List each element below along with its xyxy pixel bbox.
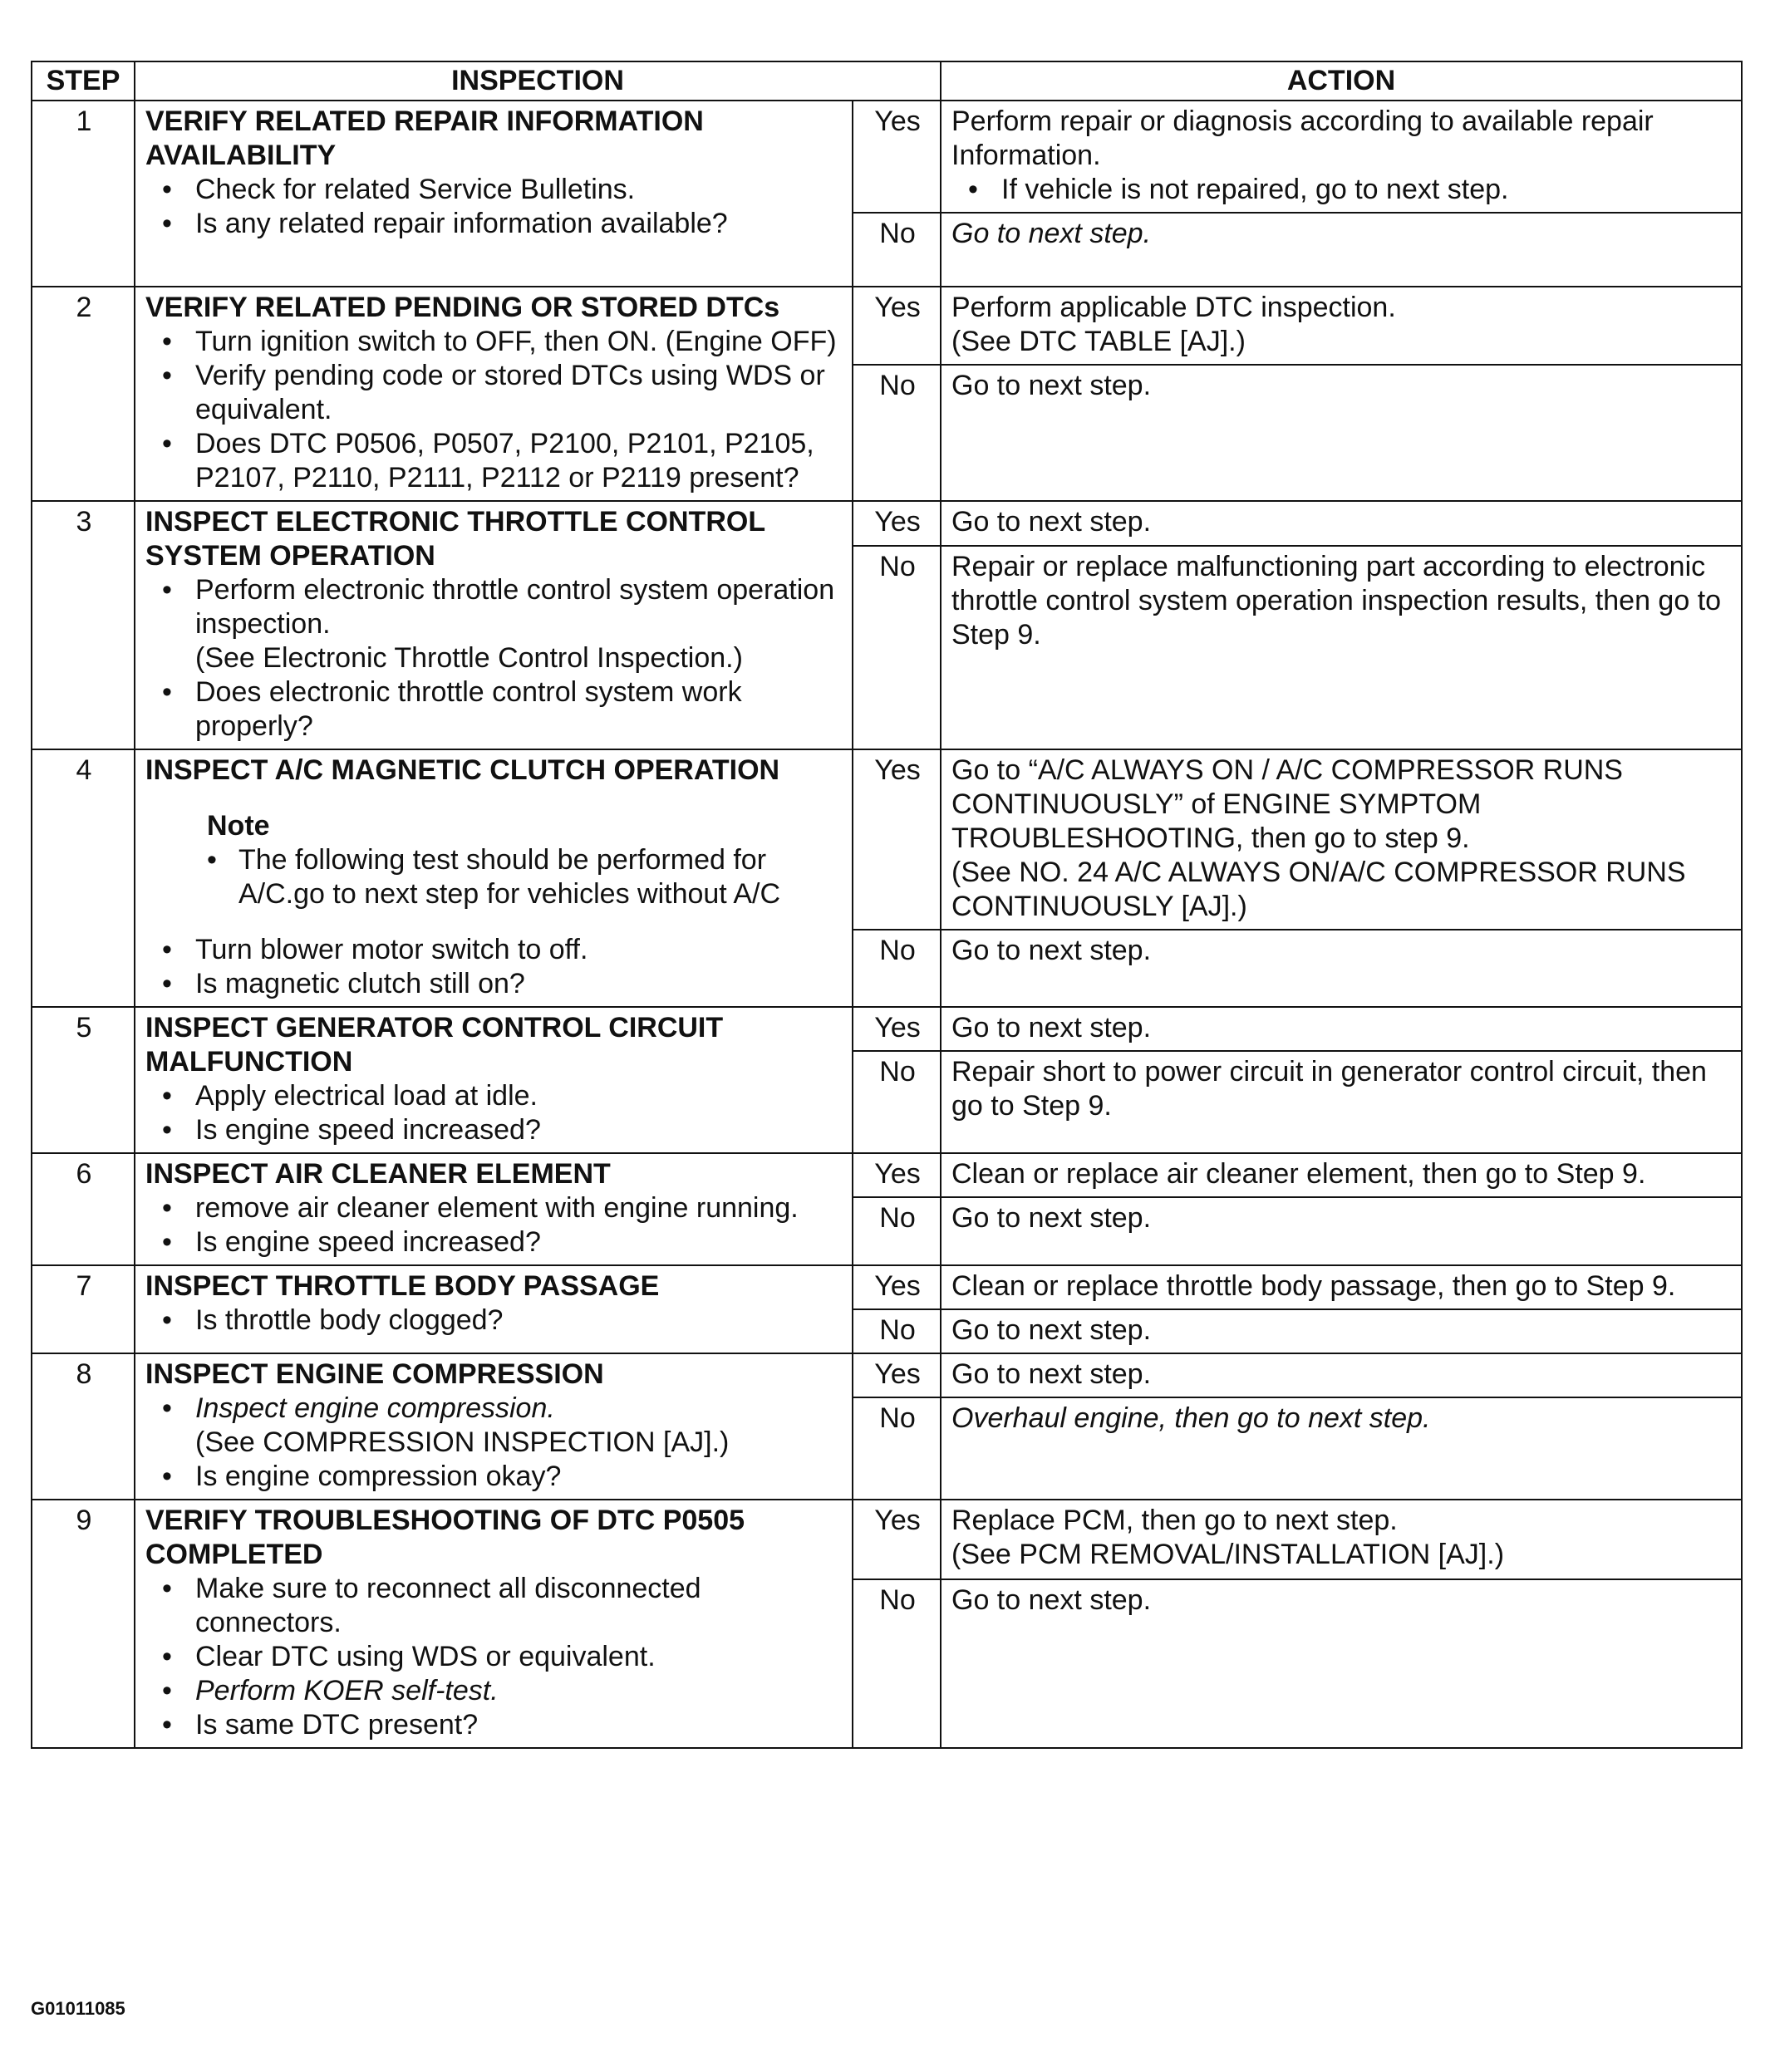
inspection-title: INSPECT GENERATOR CONTROL CIRCUIT MALFUNCTION <box>145 1012 724 1078</box>
note-bullets <box>207 843 843 911</box>
inspection-bullets <box>145 1572 843 1742</box>
list-item: • Make sure to reconnect all disconnected connectors. <box>145 1572 843 1640</box>
step-number: 6 <box>32 1153 135 1265</box>
list-item: • Is engine speed increased? <box>145 1225 843 1259</box>
step-number: 1 <box>32 101 135 287</box>
bullet-text: Inspect engine compression. <box>195 1392 555 1424</box>
step-number: 4 <box>32 749 135 1007</box>
inspection-cell <box>135 101 853 287</box>
inspection-cell <box>135 1265 853 1353</box>
table-row <box>32 1153 1742 1197</box>
table-row <box>32 501 1742 546</box>
action-text: Go to next step. <box>951 218 1152 249</box>
bullet-reference: (See Electronic Throttle Control Inspection.) <box>195 642 743 674</box>
table-row <box>32 1353 1742 1397</box>
inspection-bullets <box>145 1304 843 1338</box>
list-item: • Is any related repair information available? <box>145 207 843 241</box>
inspection-cell <box>135 1007 853 1153</box>
list-item: • Apply electrical load at idle. <box>145 1079 843 1113</box>
yes-label: Yes <box>853 1153 941 1197</box>
no-label: No <box>853 1309 941 1353</box>
yes-label: Yes <box>853 1500 941 1579</box>
list-item: • Is same DTC present? <box>145 1708 843 1742</box>
inspection-cell <box>135 501 853 749</box>
no-action: Go to next step. <box>941 365 1742 501</box>
inspection-bullets <box>145 1392 843 1494</box>
no-label: No <box>853 1051 941 1153</box>
step-number: 7 <box>32 1265 135 1353</box>
yes-action: Clean or replace air cleaner element, then go to Step 9. <box>941 1153 1742 1197</box>
no-action: Repair short to power circuit in generator control circuit, then go to Step 9. <box>941 1051 1742 1153</box>
inspection-bullets <box>145 1191 843 1259</box>
no-action <box>941 1397 1742 1500</box>
yes-label: Yes <box>853 749 941 930</box>
step-number: 9 <box>32 1500 135 1748</box>
table-row <box>32 1007 1742 1051</box>
inspection-title: INSPECT AIR CLEANER ELEMENT <box>145 1158 611 1190</box>
no-label: No <box>853 1397 941 1500</box>
no-label: No <box>853 365 941 501</box>
step-number: 8 <box>32 1353 135 1500</box>
yes-label: Yes <box>853 101 941 213</box>
yes-label: Yes <box>853 1007 941 1051</box>
note-box <box>145 788 843 933</box>
action-bullet: • If vehicle is not repaired, go to next step. <box>951 173 1733 207</box>
yes-action <box>941 101 1742 213</box>
header-inspection: INSPECTION <box>135 61 941 101</box>
table-row <box>32 1500 1742 1579</box>
inspection-cell <box>135 1353 853 1500</box>
no-label: No <box>853 1197 941 1265</box>
no-label: No <box>853 930 941 1007</box>
list-item: • remove air cleaner element with engine running. <box>145 1191 843 1225</box>
no-action: Go to next step. <box>941 1197 1742 1265</box>
inspection-bullets <box>145 933 843 1001</box>
list-item: • Is engine compression okay? <box>145 1460 843 1494</box>
action-reference: (See NO. 24 A/C ALWAYS ON/A/C COMPRESSOR RUNS CONTINUOUSLY [AJ].) <box>951 857 1686 922</box>
inspection-cell <box>135 287 853 501</box>
action-text: Perform repair or diagnosis according to available repair Information. <box>951 106 1654 171</box>
inspection-cell <box>135 1153 853 1265</box>
no-label: No <box>853 546 941 749</box>
document-id: G01011085 <box>31 1998 125 2019</box>
list-item: • The following test should be performed for A/C.go to next step for vehicles without A/C <box>207 843 843 911</box>
inspection-title: INSPECT ENGINE COMPRESSION <box>145 1358 604 1390</box>
no-label: No <box>853 1579 941 1748</box>
no-action: Go to next step. <box>941 930 1742 1007</box>
inspection-title: VERIFY TROUBLESHOOTING OF DTC P0505 COMPLETED <box>145 1505 745 1570</box>
inspection-bullets <box>145 573 843 744</box>
yes-action <box>941 287 1742 365</box>
inspection-bullets <box>145 173 843 241</box>
yes-label: Yes <box>853 501 941 546</box>
list-item: • Is magnetic clutch still on? <box>145 967 843 1001</box>
step-number: 2 <box>32 287 135 501</box>
yes-action: Clean or replace throttle body passage, then go to Step 9. <box>941 1265 1742 1309</box>
action-reference: (See PCM REMOVAL/INSTALLATION [AJ].) <box>951 1539 1505 1570</box>
action-text: Replace PCM, then go to next step. <box>951 1505 1398 1536</box>
header-action: ACTION <box>941 61 1742 101</box>
list-item: • Clear DTC using WDS or equivalent. <box>145 1640 843 1674</box>
list-item: • Is engine speed increased? <box>145 1113 843 1147</box>
header-step: STEP <box>32 61 135 101</box>
no-action: Repair or replace malfunctioning part according to electronic throttle control system operation inspection results, then go to Step 9. <box>941 546 1742 749</box>
no-action: Go to next step. <box>941 1309 1742 1353</box>
inspection-cell <box>135 1500 853 1748</box>
step-number: 5 <box>32 1007 135 1153</box>
inspection-bullets <box>145 1079 843 1147</box>
list-item: • Check for related Service Bulletins. <box>145 173 843 207</box>
bullet-text: Perform electronic throttle control system operation inspection. <box>195 574 835 640</box>
bullet-text: Perform KOER self-test. <box>195 1675 499 1706</box>
no-action: Go to next step. <box>941 1579 1742 1748</box>
action-text: Go to “A/C ALWAYS ON / A/C COMPRESSOR RUNS CONTINUOUSLY” of ENGINE SYMPTOM TROUBLESHOOTING, then go to step 9. <box>951 754 1623 854</box>
list-item: • Does DTC P0506, P0507, P2100, P2101, P2105, P2107, P2110, P2111, P2112 or P2119 present? <box>145 427 843 495</box>
action-reference: (See DTC TABLE [AJ].) <box>951 326 1246 357</box>
inspection-title: INSPECT A/C MAGNETIC CLUTCH OPERATION <box>145 754 780 786</box>
table-row <box>32 1265 1742 1309</box>
table-header-row <box>32 61 1742 101</box>
list-item: • Turn blower motor switch to off. <box>145 933 843 967</box>
list-item <box>145 573 843 675</box>
list-item: • Turn ignition switch to OFF, then ON. (Engine OFF) <box>145 325 843 359</box>
list-item <box>145 1674 843 1708</box>
inspection-title: INSPECT THROTTLE BODY PASSAGE <box>145 1270 660 1302</box>
inspection-title: VERIFY RELATED REPAIR INFORMATION AVAILABILITY <box>145 106 704 171</box>
troubleshooting-table <box>31 61 1743 1749</box>
yes-label: Yes <box>853 287 941 365</box>
yes-action <box>941 749 1742 930</box>
action-text: Overhaul engine, then go to next step. <box>951 1402 1431 1434</box>
yes-action: Go to next step. <box>941 1353 1742 1397</box>
inspection-title: VERIFY RELATED PENDING OR STORED DTCs <box>145 292 780 323</box>
list-item: • Does electronic throttle control system work properly? <box>145 675 843 744</box>
action-text: Perform applicable DTC inspection. <box>951 292 1396 323</box>
list-item: • Is throttle body clogged? <box>145 1304 843 1338</box>
table-row <box>32 101 1742 213</box>
yes-action <box>941 1500 1742 1579</box>
list-item <box>145 1392 843 1460</box>
table-row <box>32 287 1742 365</box>
note-title: Note <box>207 810 270 842</box>
yes-action: Go to next step. <box>941 501 1742 546</box>
inspection-cell <box>135 749 853 1007</box>
yes-action: Go to next step. <box>941 1007 1742 1051</box>
table-row <box>32 749 1742 930</box>
inspection-bullets <box>145 325 843 495</box>
no-label: No <box>853 213 941 287</box>
yes-label: Yes <box>853 1265 941 1309</box>
step-number: 3 <box>32 501 135 749</box>
bullet-reference: (See COMPRESSION INSPECTION [AJ].) <box>195 1426 730 1458</box>
yes-label: Yes <box>853 1353 941 1397</box>
list-item: • Verify pending code or stored DTCs using WDS or equivalent. <box>145 359 843 427</box>
inspection-title: INSPECT ELECTRONIC THROTTLE CONTROL SYSTEM OPERATION <box>145 506 765 572</box>
no-action <box>941 213 1742 287</box>
